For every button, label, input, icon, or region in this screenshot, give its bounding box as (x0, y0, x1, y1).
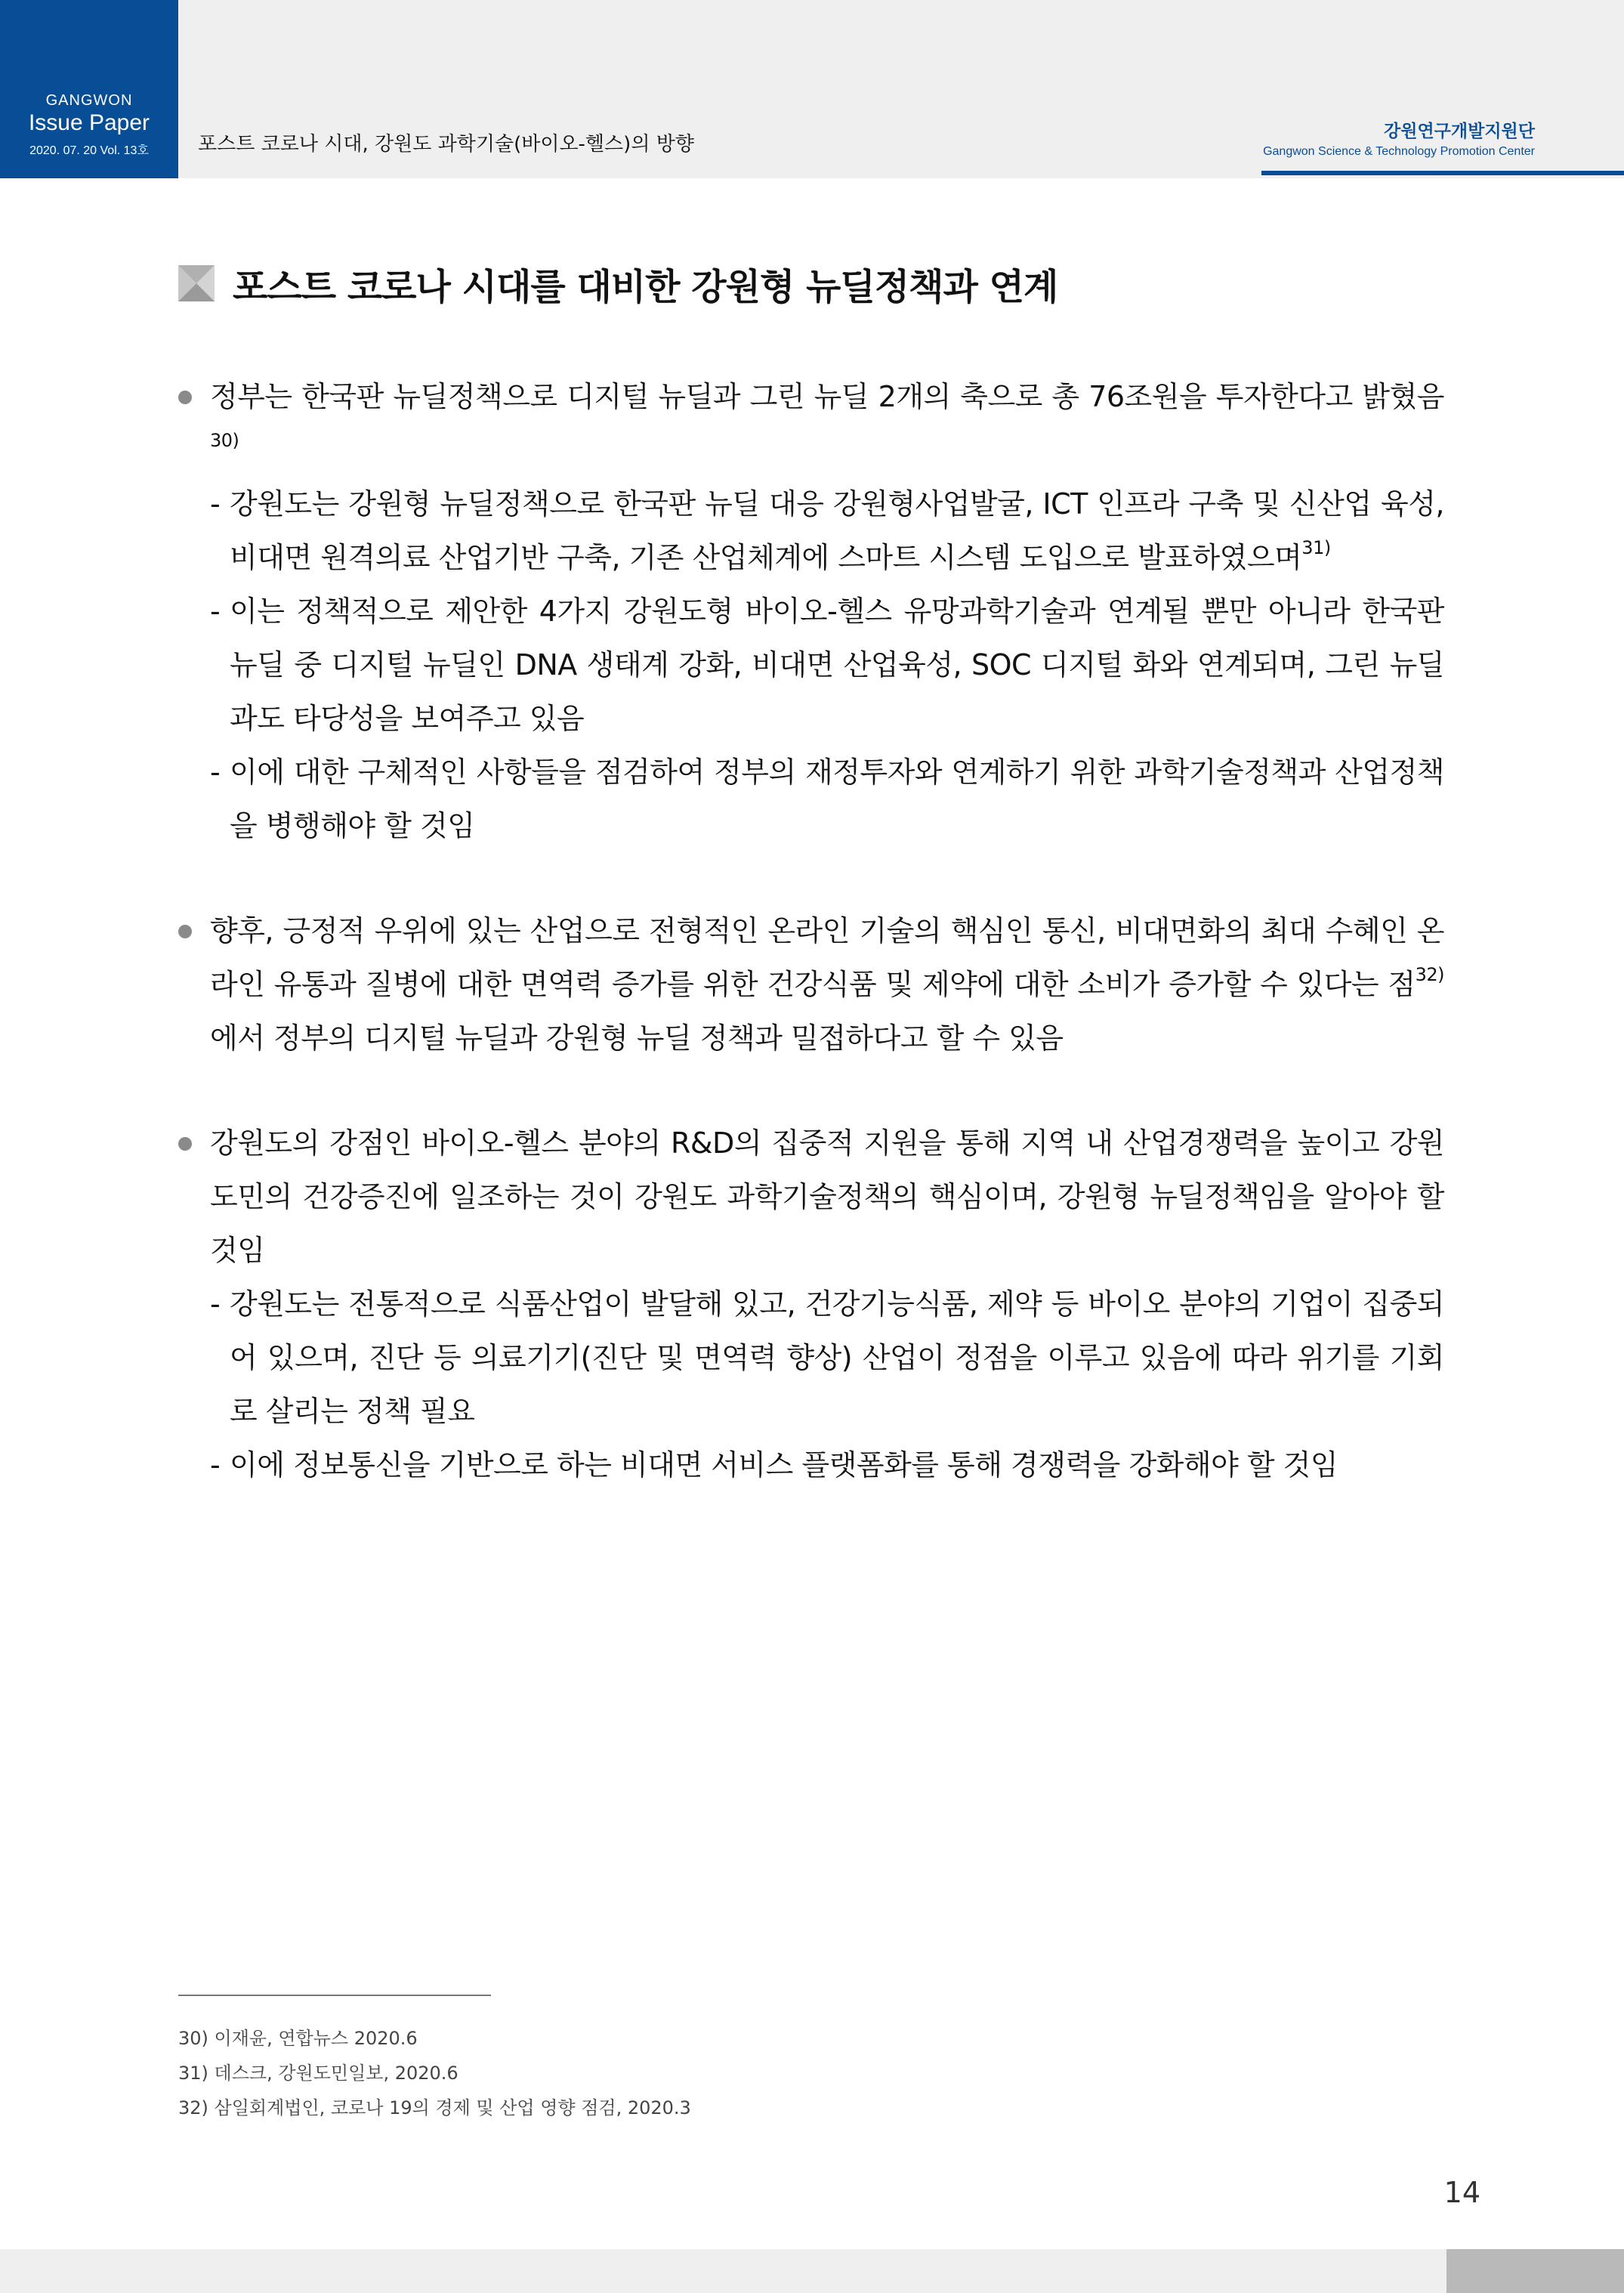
issue-paper-badge (0, 0, 178, 178)
bullet-item (178, 1117, 1444, 1278)
footnotes (178, 2021, 691, 2125)
bullet-item (178, 904, 1444, 1065)
dash-marker: - (210, 1287, 221, 1321)
dash-marker: - (210, 595, 221, 628)
document-title: 포스트 코로나 시대, 강원도 과학기술(바이오-헬스)의 방향 (198, 133, 694, 156)
bullet-text: 향후, 긍정적 우위에 있는 산업으로 전형적인 온라인 기술의 핵심인 통신, 비대면화의 최대 수혜인 온라인 유통과 질병에 대한 면역력 증가를 위한 건강식품 및 제약에 대한 소비가 증가할 수 있다는 점 (210, 914, 1444, 1001)
sub-item (178, 746, 1444, 853)
footer-tab (1446, 2249, 1624, 2293)
sub-item (178, 585, 1444, 746)
sub-item (178, 1439, 1444, 1492)
footnote-31: 31) 데스크, 강원도민일보, 2020.6 (178, 2063, 458, 2084)
sub-item (178, 1278, 1444, 1439)
footnote-ref: 31) (1301, 537, 1331, 558)
dash-marker: - (210, 487, 221, 521)
bullet-dot-icon (178, 1137, 192, 1151)
sub-text: 강원도는 전통적으로 식품산업이 발달해 있고, 건강기능식품, 제약 등 바이오 분야의 기업이 집중되어 있으며, 진단 등 의료기기(진단 및 면역력 향상) 산업이 정점을 이루고 있음에 따라 위기를 기회로 살리는 정책 필요 (230, 1287, 1444, 1428)
bullet-text: 정부는 한국판 뉴딜정책으로 디지털 뉴딜과 그린 뉴딜 2개의 축으로 총 76조원을 투자한다고 밝혔음 (210, 380, 1444, 413)
sub-text: 강원도는 강원형 뉴딜정책으로 한국판 뉴딜 대응 강원형사업발굴, ICT 인프라 구축 및 신산업 육성, 비대면 원격의료 산업기반 구축, 기존 산업체계에 스마트 시스템 도입으로 발표하였으며 (230, 487, 1444, 574)
sub-item (178, 477, 1444, 585)
page-number: 14 (1443, 2176, 1480, 2209)
bullet-item (178, 370, 1444, 477)
dash-marker: - (210, 756, 221, 789)
bullet-dot-icon (178, 925, 192, 938)
bullet-block (178, 1117, 1444, 1492)
sub-text: 이는 정책적으로 제안한 4가지 강원도형 바이오-헬스 유망과학기술과 연계될 뿐만 아니라 한국판 뉴딜 중 디지털 뉴딜인 DNA 생태계 강화, 비대면 산업육성, SOC 디지털 화와 연계되며, 그린 뉴딜과도 타당성을 보여주고 있음 (230, 595, 1444, 735)
sub-text: 이에 정보통신을 기반으로 하는 비대면 서비스 플랫폼화를 통해 경쟁력을 강화해야 할 것임 (230, 1448, 1338, 1482)
badge-region: GANGWON (45, 92, 133, 109)
badge-title: Issue Paper (28, 110, 150, 135)
bullet-block (178, 370, 1444, 853)
bullet-block (178, 904, 1444, 1065)
footnote-divider (178, 1995, 491, 1996)
footnote-32: 32) 삼일회계법인, 코로나 19의 경제 및 산업 영향 점검, 2020.3 (178, 2097, 691, 2118)
section-heading (178, 261, 1057, 306)
body-content (178, 370, 1444, 1544)
organization-name-en: Gangwon Science & Technology Promotion Center (1263, 145, 1535, 158)
footnote-30: 30) 이재윤, 연합뉴스 2020.6 (178, 2028, 418, 2049)
page-header (0, 0, 1624, 178)
badge-date: 2020. 07. 20 Vol. 13호 (29, 144, 149, 157)
section-title: 포스트 코로나 시대를 대비한 강원형 뉴딜정책과 연계 (233, 265, 1058, 308)
bullet-dot-icon (178, 391, 192, 404)
square-marker-icon (178, 265, 215, 301)
header-accent-line (1261, 171, 1624, 175)
sub-text: 이에 대한 구체적인 사항들을 점검하여 정부의 재정투자와 연계하기 위한 과학기술정책과 산업정책을 병행해야 할 것임 (230, 756, 1444, 842)
footnote-ref: 32) (1415, 964, 1444, 985)
bullet-text-continued: 에서 정부의 디지털 뉴딜과 강원형 뉴딜 정책과 밀접하다고 할 수 있음 (210, 1021, 1064, 1055)
footnote-ref: 30) (210, 430, 239, 451)
footer-band (0, 2249, 1624, 2293)
bullet-text: 강원도의 강점인 바이오-헬스 분야의 R&D의 집중적 지원을 통해 지역 내 산업경쟁력을 높이고 강원도민의 건강증진에 일조하는 것이 강원도 과학기술정책의 핵심이며, 강원형 뉴딜정책임을 알아야 할 것임 (210, 1126, 1444, 1267)
organization-name-kr: 강원연구개발지원단 (1384, 122, 1535, 141)
dash-marker: - (210, 1448, 221, 1482)
